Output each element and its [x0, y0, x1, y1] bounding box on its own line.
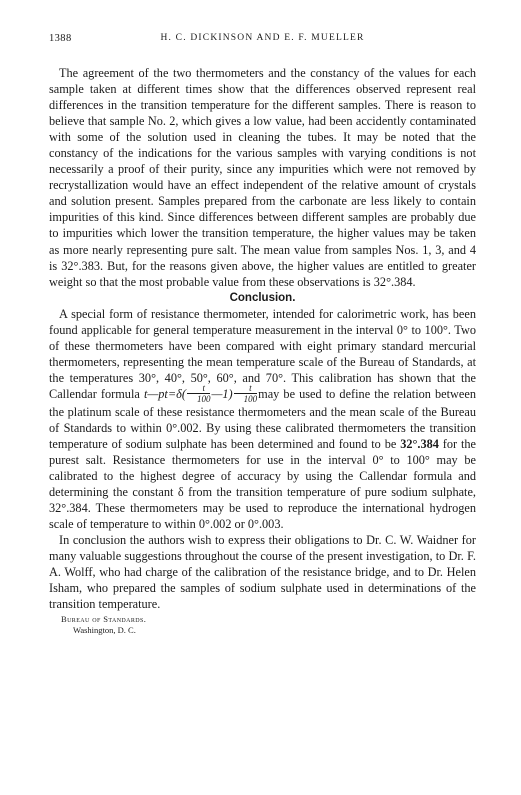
paragraph-acknowledgements: In conclusion the authors wish to express their obligations to Dr. C. W. Waidner for many valuable suggestions throughout the course of the present investigation, to Dr. F. A. Wolff, who had charge of the calibration of the resistance bridge, and to Dr. Helen Isham, who prepared the samples of sodium sulphate used in determinations of the transition temperature.: [49, 532, 476, 612]
conclusion-text-1: A special form of resistance thermometer, intended for calorimetric work, has been found applicable for general temperature measurement in the interval 0° to 100°. Two of these thermometers have been compared with eight primary standard mercurial thermometers, representing the mean temperature scale of the Bureau of Standards, at the temperatures 30°, 40°, 50°, 60°, and 70°. This calibration has shown that the Callendar formula: [49, 306, 476, 401]
affiliation: [49, 614, 476, 636]
fraction-numerator: t: [187, 383, 211, 394]
conclusion-text-2: may be used to define the relation between the platinum scale of these resistance thermometers and the mean scale of the Bureau of Standards to within 0°.002. By using these calibrated thermometers the transition temperature of sodium sulphate has been determined and found to be: [49, 386, 476, 451]
formula-mid: —1): [211, 386, 233, 401]
paragraph-results: The agreement of the two thermometers and the constancy of the values for each sample taken at different times show that the differences observed represent real differences in the transition temperature for the different samples. There is reason to believe that sample No. 2, which gives a low value, had been accidently contaminated with some of the solution used in cleaning the tubes. It may be noted that the constancy of the indications for the various samples with varying conditions is not necessarily a proof of their purity, since any impurities which were not removed by recrystallization would have an effect independent of the relative amount of crystals and solution present. Samples prepared from the carbonate are less likely to contain impurities of this kind. Since differences between different samples are probably due to impurities which lower the transition temperature, the higher values may be taken as more nearly representing pure salt. The mean value from samples Nos. 1, 3, and 4 is 32°.383. But, for the reasons given above, the higher values are entitled to greater weight so that the most probable value from these observations is 32°.384.: [49, 66, 476, 289]
paragraph-conclusion: [49, 306, 476, 532]
fraction-numerator-2: t: [234, 383, 258, 394]
callendar-formula: [143, 382, 258, 404]
fraction-denominator-2: 100: [243, 393, 258, 404]
transition-temperature-value: 32°.384: [400, 436, 439, 451]
section-heading-conclusion: Conclusion.: [229, 291, 296, 304]
running-head: H. C. DICKINSON AND E. F. MUELLER: [160, 33, 365, 43]
affiliation-name: Bureau of Standards.: [61, 614, 147, 625]
affiliation-place: Washington, D. C.: [73, 625, 136, 636]
formula-start: t—pt=δ(: [143, 386, 186, 401]
page: [49, 33, 476, 636]
page-header: [49, 33, 476, 47]
conclusion-text-3: for the purest salt. Resistance thermometers for use in the interval 0° to 100° may be calibrated to the highest degree of accuracy by using the Callendar formula and determining the constant δ from the transition temperature of pure sodium sulphate, 32°.384. These thermometers may be used to reproduce the international hydrogen scale of temperature to within 0°.002 or 0°.003.: [49, 436, 477, 531]
formula-fraction-2: [234, 383, 258, 404]
formula-fraction: [187, 383, 211, 404]
fraction-denominator: 100: [196, 393, 211, 404]
page-number: 1388: [49, 33, 72, 44]
